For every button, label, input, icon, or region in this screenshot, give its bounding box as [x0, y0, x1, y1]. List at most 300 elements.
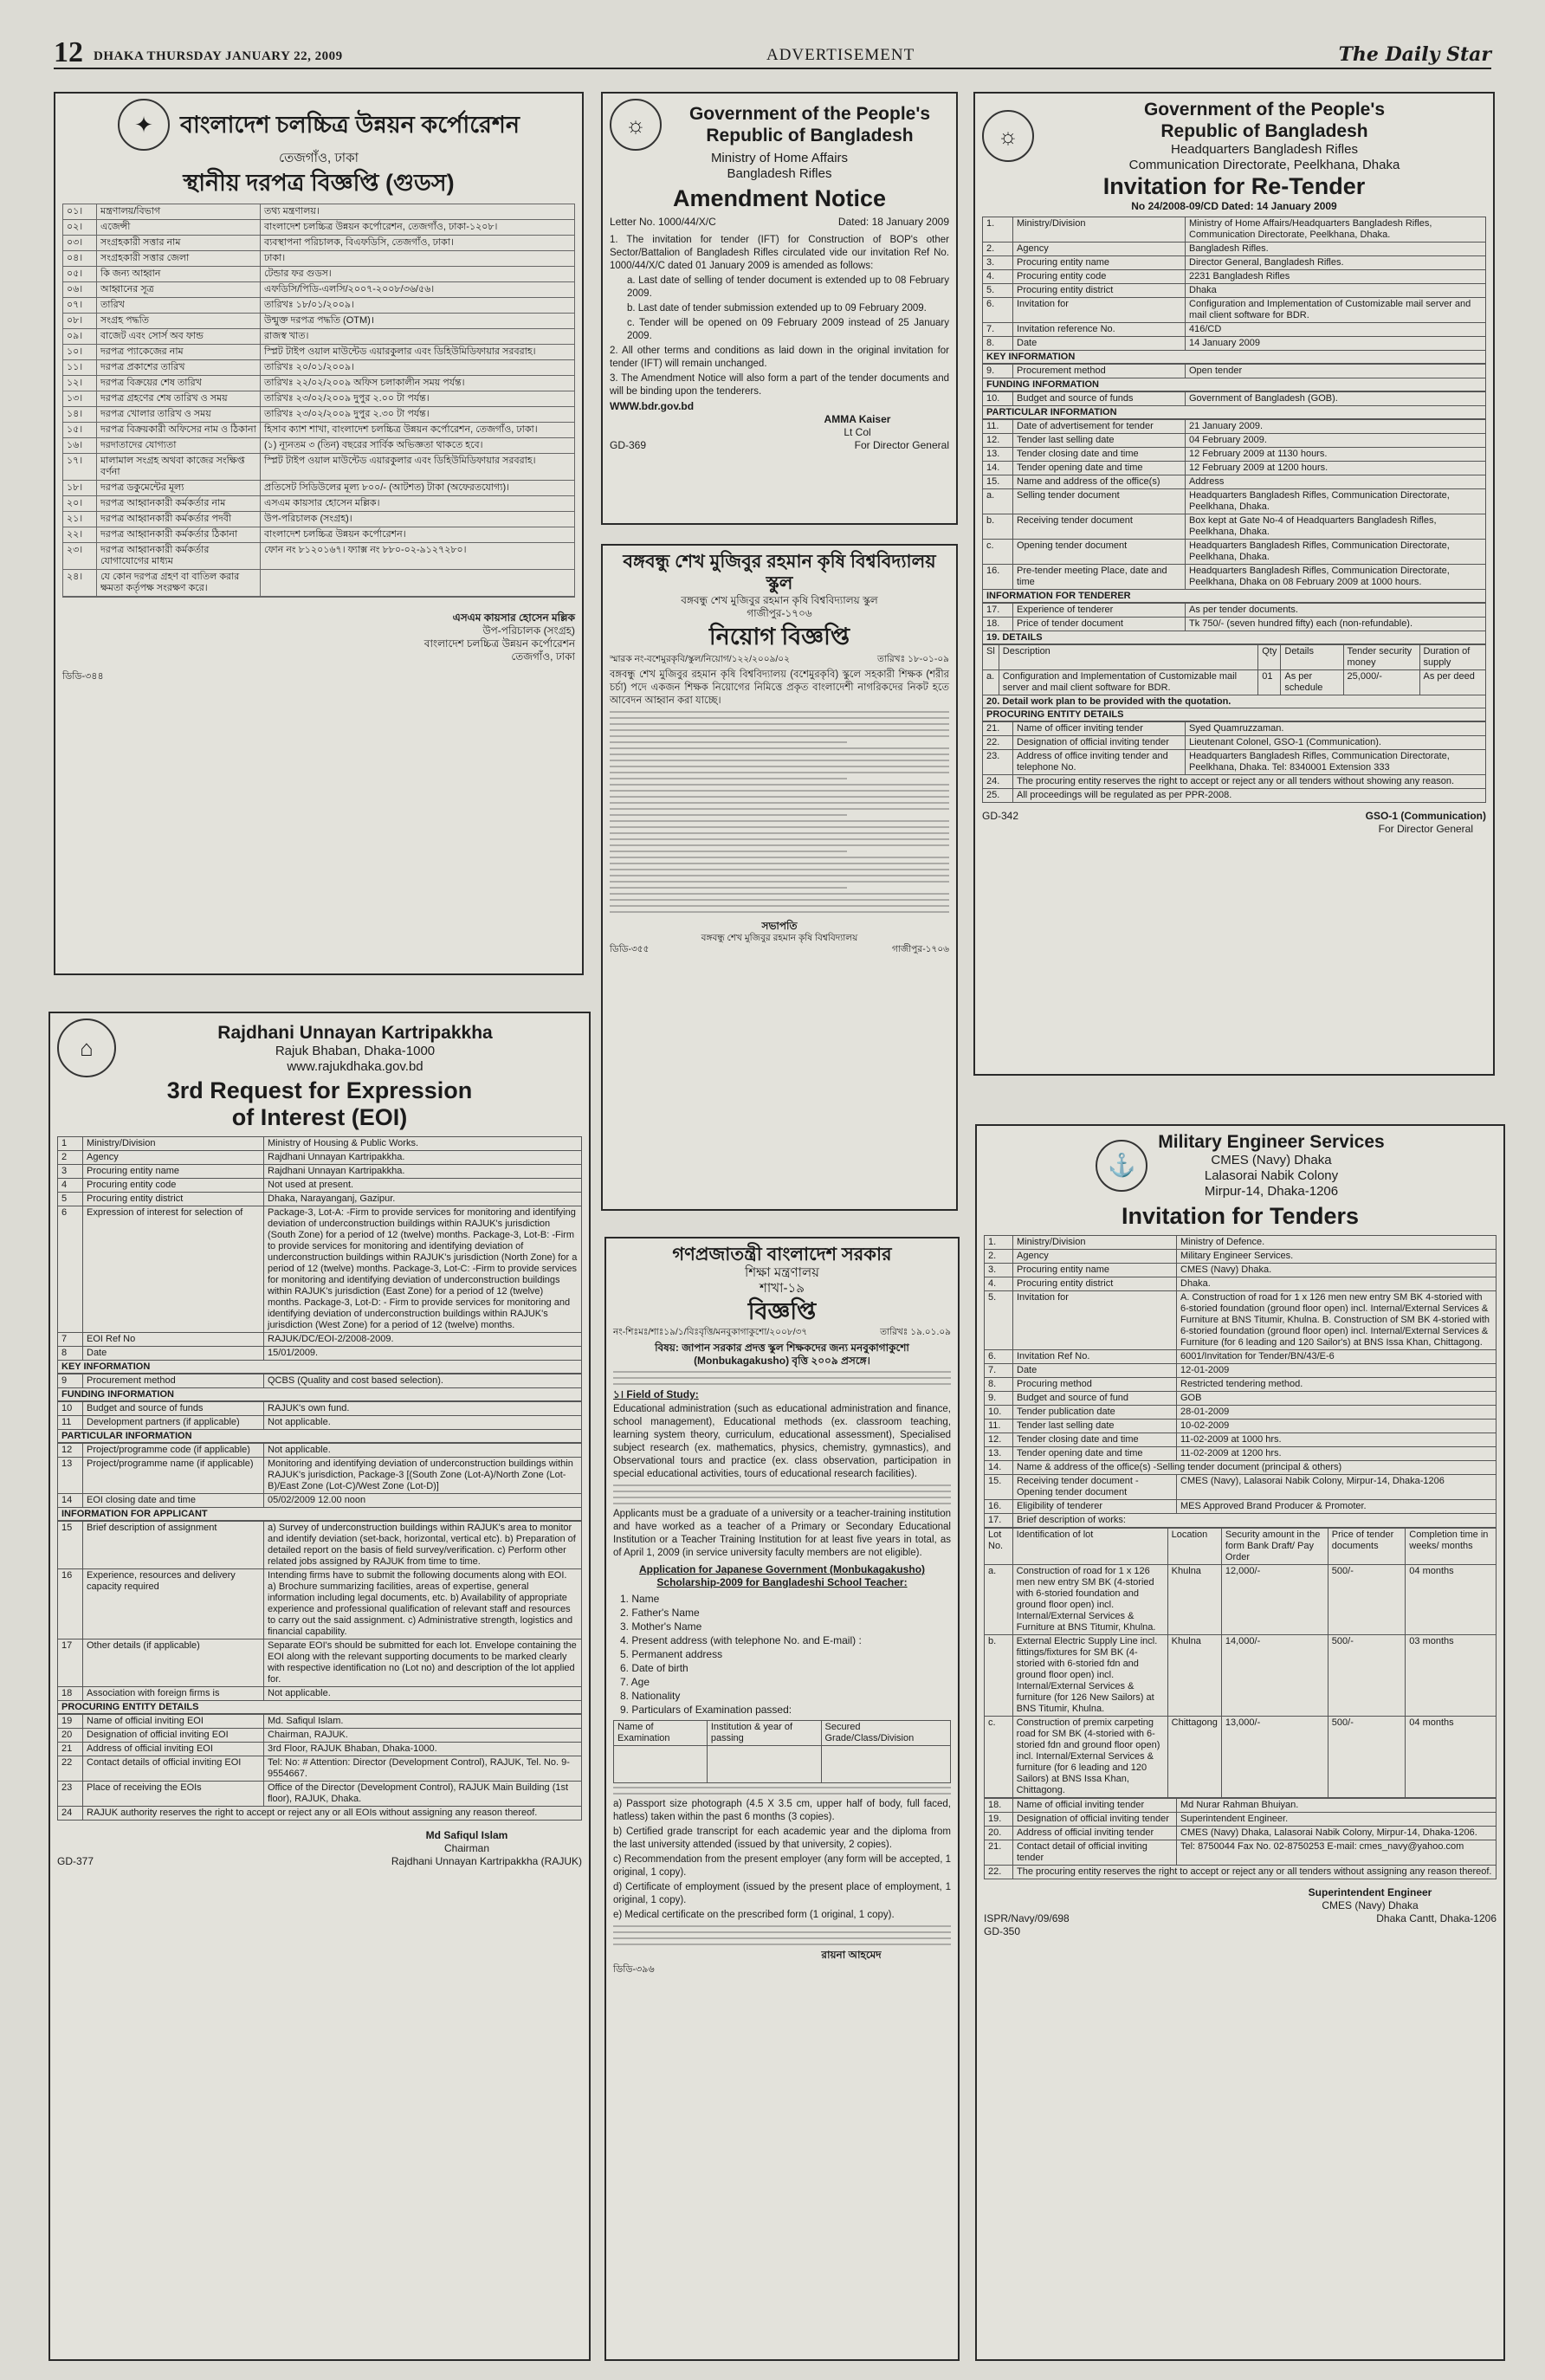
table-cell: Tender last selling date [1013, 1420, 1177, 1433]
table-row [985, 1264, 1497, 1277]
table-cell: Date [83, 1347, 264, 1361]
table-cell: Price of tender document [1013, 618, 1186, 631]
bfdc-row-num: ০৯। [63, 329, 97, 344]
mes-sig-title: Superintendent Engineer [1308, 1886, 1432, 1898]
section-heading: KEY INFORMATION [57, 1361, 582, 1374]
bdr-amend-gov2: Republic of Bangladesh [706, 126, 914, 146]
text-line [610, 887, 847, 889]
text-line [610, 857, 949, 858]
table-row [983, 298, 1486, 323]
bfdc-row-num: ০৩। [63, 236, 97, 250]
table-cell: 12. [983, 434, 1013, 448]
moedu-doc: b) Certified grade transcript for each academic year and the diploma from the last university attended (issued by that university, 2 copies). [613, 1827, 951, 1850]
bfdc-row-value: (১) ন্যূনতম ৩ (তিন) বছরের সার্বিক অভিজ্ঞতা থাকতে হবে। [264, 440, 483, 450]
table-cell: 6. [983, 298, 1013, 323]
table-cell: 5 [58, 1193, 83, 1206]
table-cell: Rajdhani Unnayan Kartripakkha. [264, 1151, 582, 1165]
table-cell: 416/CD [1186, 323, 1486, 337]
table-cell: Date of advertisement for tender [1013, 420, 1186, 434]
table-cell: a) Survey of underconstruction buildings within RAJUK's area to monitor and identify deviation (set-back, horizontal, vertical etc). b) Preparation of detailed report on the basis of field survey/verification. c) Perform other related jobs assigned by RAJUK from time to time. [264, 1522, 582, 1569]
table-cell: 12 February 2009 at 1130 hours. [1186, 448, 1486, 462]
mes-header [984, 1131, 1497, 1200]
mes-sub1: CMES (Navy) Dhaka [1211, 1153, 1332, 1167]
bfdc-row-value: এসএম কায়সার হোসেন মল্লিক। [264, 498, 380, 508]
table-row [58, 1165, 582, 1179]
bfdc-row-key: দরপত্র আহ্বানকারী কর্মকর্তার পদবী [97, 512, 261, 527]
table-cell: Procuring entity name [83, 1165, 264, 1179]
table-cell: Name of officer inviting tender [1013, 722, 1186, 736]
table-cell: 10. [985, 1406, 1013, 1420]
text-line [610, 820, 949, 822]
bdr-amendment-ad [601, 92, 958, 525]
table-section [982, 721, 1486, 803]
bfdc-logo-icon: ✦ [118, 99, 170, 151]
bfdc-sig-line: বাংলাদেশ চলচ্চিত্র উন্নয়ন কর্পোরেশন [423, 637, 575, 650]
text-line [610, 796, 949, 798]
table-cell: Office of the Director (Development Control), RAJUK Main Building (1st floor), RAJUK, Dhaka. [264, 1782, 582, 1807]
rajuk-eoi-ad [48, 1012, 591, 2361]
section-heading: INFORMATION FOR APPLICANT [57, 1508, 582, 1521]
table-section [57, 1443, 582, 1508]
table-cell: 21 January 2009. [1186, 420, 1486, 434]
bfdc-row-key: দরপত্র আহ্বানকারী কর্মকর্তার ঠিকানা [97, 527, 261, 542]
table-row [58, 1729, 582, 1743]
table-cell: 7. [985, 1364, 1013, 1378]
detail-col: Tender security money [1343, 645, 1419, 670]
table-cell: Separate EOI's should be submitted for each lot. Envelope containing the EOI along with the relevant supporting documents to be marked clearly with respective identification no (Lot no) and description of the lot applied for. [264, 1639, 582, 1687]
table-cell: Tel: No: # Attention: Director (Development Control), RAJUK, Tel. No. 9-9554667. [264, 1756, 582, 1782]
table-row [985, 1378, 1497, 1392]
moedu-title: গণপ্রজাতন্ত্রী বাংলাদেশ সরকার [672, 1245, 892, 1264]
works-cell: 13,000/- [1221, 1717, 1328, 1798]
table-cell: 15/01/2009. [264, 1347, 582, 1361]
table-row [985, 1813, 1497, 1827]
table-cell: 18 [58, 1687, 83, 1701]
detail-cell: a. [983, 670, 999, 695]
bfdc-row-value: টেন্ডার ফর গুডস। [264, 268, 332, 279]
bsmrau-location: গাজীপুর-১৭০৬ [747, 607, 812, 619]
table-cell: Dhaka [1186, 284, 1486, 298]
table-cell: Chairman, RAJUK. [264, 1729, 582, 1743]
table-row [985, 1364, 1497, 1378]
table-cell: Contact detail of official inviting tender [1013, 1840, 1177, 1866]
bfdc-row-num: ২২। [63, 527, 97, 542]
text-line [610, 778, 847, 779]
table-cell: Tender closing date and time [1013, 448, 1186, 462]
section-heading: PARTICULAR INFORMATION [57, 1430, 582, 1443]
table-cell: Configuration and Implementation of Customizable mail server and mail client software for BDR. [1186, 298, 1486, 323]
bfdc-location: তেজগাঁও, ঢাকা [279, 151, 359, 165]
table-cell: Invitation Ref No. [1013, 1350, 1177, 1364]
table-row [985, 1461, 1497, 1475]
table-row [985, 1277, 1497, 1291]
rajuk-logo-icon: ⌂ [57, 1019, 116, 1077]
bfdc-row-key: বাজেট এবং সোর্স অব ফান্ড [97, 329, 261, 344]
table-row [983, 750, 1486, 775]
table-cell: 1. [985, 1236, 1013, 1250]
bsmrau-notice: নিয়োগ বিজ্ঞপ্তি [708, 624, 850, 650]
bfdc-row-num: ০৪। [63, 251, 97, 266]
table-cell: 12. [985, 1433, 1013, 1447]
bfdc-sig-line: তেজগাঁও, ঢাকা [511, 650, 575, 663]
detail-col: Sl [983, 645, 999, 670]
table-cell: Name of official inviting tender [1013, 1799, 1177, 1813]
moedu-intro-lines [613, 1371, 951, 1385]
text-line [610, 784, 949, 786]
bfdc-row-value: ঢাকা। [264, 253, 286, 263]
mes-works-table [984, 1528, 1497, 1798]
table-cell: 10. [983, 392, 1013, 406]
bdr-amend-body1: 1. The invitation for tender (IFT) for Construction of BOP's other Sector/Battalion of Bangladesh Rifles circulated vide our invitation Ref No. 1000/44/X/C dated 01 January 2009 is amended as follows: [610, 235, 949, 271]
text-line [610, 808, 949, 810]
table-row [58, 1782, 582, 1807]
table-row [985, 1500, 1497, 1514]
table-cell: Ministry of Defence. [1177, 1236, 1497, 1250]
table-cell: 19. [985, 1813, 1013, 1827]
table-cell: Not applicable. [264, 1687, 582, 1701]
bfdc-row-key: এজেন্সী [97, 220, 261, 235]
table-cell: b. [983, 514, 1013, 540]
table-cell: Headquarters Bangladesh Rifles, Communication Directorate, Peelkhana, Dhaka. [1186, 540, 1486, 565]
table-cell: 14. [985, 1461, 1013, 1475]
bdr-amend-sig-for: For Director General [854, 439, 949, 451]
table-cell: c. [983, 540, 1013, 565]
table-cell: CMES (Navy), Lalasorai Nabik Colony, Mirpur-14, Dhaka-1206 [1177, 1475, 1497, 1500]
table-cell: QCBS (Quality and cost based selection). [264, 1374, 582, 1388]
table-row [985, 1250, 1497, 1264]
table-row [983, 256, 1486, 270]
bdr-emblem-icon: ☼ [610, 99, 662, 151]
moedu-date: তারিখঃ ১৯.০১.০৯ [880, 1327, 951, 1337]
moedu-subject: বিষয়: জাপান সরকার প্রদত্ত স্কুল শিক্ষকদের জন্য মনবুকাগাকুশো (Monbukagakusho) বৃত্তি ২০০৯ প্রসঙ্গে। [655, 1342, 909, 1367]
bfdc-row-num: ০৭। [63, 298, 97, 313]
table-cell: Dhaka, Narayanganj, Gazipur. [264, 1193, 582, 1206]
table-cell: Intending firms have to submit the following documents along with EOI. a) Brochure summarizing facilities, areas of expertise, general information including legal documents, etc. b) Availability of appropriate experience and professional qualification of relevant staff and resources to carry out the said assignment. c) Administrative strength, logistics and financial capability. [264, 1569, 582, 1639]
text-line [610, 863, 949, 864]
table-row [58, 1416, 582, 1430]
bfdc-row-key: দরপত্র ডকুমেন্টের মূল্য [97, 481, 261, 495]
table-cell: Dhaka. [1177, 1277, 1497, 1291]
table-cell: Ministry/Division [1013, 217, 1186, 243]
table-cell: Tel: 8750044 Fax No. 02-8750253 E-mail: cmes_navy@yahoo.com [1177, 1840, 1497, 1866]
bfdc-signature [62, 611, 575, 663]
bfdc-row [63, 481, 574, 496]
table-row [985, 1291, 1497, 1350]
bfdc-row-num: ০১। [63, 204, 97, 219]
table-cell: Tender publication date [1013, 1406, 1177, 1420]
bfdc-row-num: ২১। [63, 512, 97, 527]
works-col: Completion time in weeks/ months [1406, 1529, 1497, 1565]
bfdc-row-key: সংগ্রহ পদ্ধতি [97, 314, 261, 328]
table-cell: 24. [983, 775, 1013, 789]
table-row [985, 1799, 1497, 1813]
text-line [610, 869, 949, 870]
table-row [58, 1743, 582, 1756]
table-cell: 24 [58, 1807, 83, 1821]
bfdc-row-num: ১৩। [63, 391, 97, 406]
table-row [983, 337, 1486, 351]
mes-table [984, 1235, 1497, 1879]
mes-sub2: Lalasorai Nabik Colony [1204, 1168, 1339, 1183]
table-cell: 20. [985, 1827, 1013, 1840]
section-heading: PROCURING ENTITY DETAILS [57, 1701, 582, 1714]
text-line [610, 753, 949, 755]
table-cell: 11-02-2009 at 1000 hrs. [1177, 1433, 1497, 1447]
table-cell: 3. [983, 256, 1013, 270]
table-cell: The procuring entity reserves the right to accept or reject any or all tenders without assigning any reason thereof. [1013, 1866, 1497, 1879]
works-cell: Chittagong [1167, 1717, 1221, 1798]
moedu-doc: a) Passport size photograph (4.5 X 3.5 cm, upper half of body, full faced, hatless) taken within the past 6 months (3 copies). [613, 1799, 951, 1822]
bfdc-table [62, 204, 575, 598]
bfdc-row [63, 438, 574, 454]
table-row [985, 1392, 1497, 1406]
table-cell: 8. [985, 1378, 1013, 1392]
works-cell: b. [985, 1635, 1013, 1717]
table-row [983, 618, 1486, 631]
moedu-form-field: 6. Date of birth [620, 1662, 688, 1674]
table-section [982, 391, 1486, 406]
bdr-amend-ministry: Ministry of Home Affairs [710, 151, 849, 165]
table-cell: 9. [985, 1392, 1013, 1406]
table-cell: 8. [983, 337, 1013, 351]
text-line [610, 844, 949, 846]
bfdc-row-key: দরপত্র আহ্বানকারী কর্মকর্তার নাম [97, 496, 261, 511]
table-cell: Agency [1013, 1250, 1177, 1264]
section-heading: KEY INFORMATION [982, 351, 1486, 364]
moedu-field-title: ১। Field of Study: [613, 1388, 699, 1400]
bfdc-row-value: উন্মুক্ত দরপত্র পদ্ধতি (OTM)। [264, 315, 374, 326]
table-cell: Procuring entity district [83, 1193, 264, 1206]
mes-code2: GD-350 [984, 1925, 1021, 1937]
table-cell: Box kept at Gate No-4 of Headquarters Bangladesh Rifles, Peelkhana, Dhaka. [1186, 514, 1486, 540]
bfdc-row-key: মন্ত্রণালয়/বিভাগ [97, 204, 261, 219]
bsmrau-date: তারিখঃ ১৮-০১-০৯ [876, 654, 949, 664]
moedu-form-field: 4. Present address (with telephone No. and E-mail) : [620, 1634, 862, 1646]
table-cell: Designation of official inviting tender [1013, 736, 1186, 750]
table-section [982, 217, 1486, 351]
table-row [58, 1179, 582, 1193]
bfdc-title: বাংলাদেশ চলচ্চিত্র উন্নয়ন কর্পোরেশন [179, 111, 520, 138]
table-cell: Expression of interest for selection of [83, 1206, 264, 1333]
bdr-amend-b: b. Last date of tender submission extended up to 09 February 2009. [627, 303, 927, 314]
table-row [58, 1715, 582, 1729]
bfdc-row-value: প্রতিসেট সিডিউলের মূল্য ৮০০/- (আটশত) টাকা (অফেরতযোগ্য)। [264, 482, 510, 493]
bfdc-row-key: দরপত্র বিক্রয়ের শেষ তারিখ [97, 376, 261, 391]
bfdc-row-value: বাংলাদেশ চলচ্চিত্র উন্নয়ন কর্পোরেশন, তেজগাঁও, ঢাকা-১২০৮। [264, 222, 498, 232]
bfdc-row [63, 423, 574, 438]
works-col: Price of tender documents [1328, 1529, 1406, 1565]
bfdc-notice: স্থানীয় দরপত্র বিজ্ঞপ্তি (গুডস) [183, 170, 455, 196]
detail-cell: 01 [1258, 670, 1281, 695]
table-cell: 7 [58, 1333, 83, 1347]
bfdc-row [63, 298, 574, 314]
section-heading: FUNDING INFORMATION [982, 378, 1486, 391]
text-line [610, 729, 949, 731]
moedu-ministry: শিক্ষা মন্ত্রণালয় [744, 1265, 819, 1280]
bdr-amend-body2: 2. All other terms and conditions as laid down in the original invitation for tender (IFT) will remain unchanged. [610, 346, 949, 369]
table-cell: Not applicable. [264, 1416, 582, 1430]
bfdc-row-key: মালামাল সংগ্রহ অথবা কাজের সংক্ষিপ্ত বর্ণনা [97, 454, 261, 480]
bdr-amend-code: GD-369 [610, 439, 647, 451]
table-row [983, 284, 1486, 298]
table-cell: Procurement method [1013, 365, 1186, 378]
text-line [610, 741, 847, 743]
table-cell: 1 [58, 1137, 83, 1151]
section-heading: FUNDING INFORMATION [57, 1388, 582, 1401]
table-cell: 4. [985, 1277, 1013, 1291]
table-cell: 11 [58, 1416, 83, 1430]
bfdc-row-value: তারিখঃ ২০/০১/২০০৯। [264, 362, 355, 372]
text-line [610, 723, 949, 725]
table-cell: Invitation for [1013, 298, 1186, 323]
table-cell: Ministry/Division [83, 1137, 264, 1151]
mes-sub3: Mirpur-14, Dhaka-1206 [1204, 1184, 1339, 1199]
bsmrau-school-ad [601, 544, 958, 1211]
table-cell: 5. [983, 284, 1013, 298]
page-header [54, 36, 1491, 69]
bdr-details-table [982, 644, 1486, 695]
bfdc-row-key: তারিখ [97, 298, 261, 313]
table-cell: 10 [58, 1402, 83, 1416]
bfdc-row-value: ব্যবস্থাপনা পরিচালক, বিএফডিসি, তেজগাঁও, ঢাকা। [264, 237, 454, 248]
table-row [983, 789, 1486, 803]
bfdc-row-num: ২৪। [63, 570, 97, 596]
table-cell: CMES (Navy) Dhaka, Lalasorai Nabik Colony, Mirpur-14, Dhaka-1206. [1177, 1827, 1497, 1840]
table-row [985, 1406, 1497, 1420]
bfdc-row-num: ১৮। [63, 481, 97, 495]
table-cell: Selling tender document [1013, 489, 1186, 514]
works-cell: 03 months [1406, 1635, 1497, 1717]
bfdc-row-key: সংগ্রহকারী সত্তার নাম [97, 236, 261, 250]
table-cell: Experience, resources and delivery capacity required [83, 1569, 264, 1639]
bsmrau-intro: বঙ্গবন্ধু শেখ মুজিবুর রহমান কৃষি বিশ্ববিদ্যালয় (বশেমুরকৃবি) স্কুলে সহকারী শিক্ষক (শরীর চর্চা) পদে একজন শিক্ষক নিয়োগের নিমিত্তে প্রকৃত বাংলাদেশী নাগরিকদের নিকট হতে আবেদন আহ্বান করা যাচ্ছে। [610, 669, 949, 706]
detail-cell: Configuration and Implementation of Customizable mail server and mail client software for BDR. [999, 670, 1257, 695]
table-cell: Rajdhani Unnayan Kartripakkha. [264, 1165, 582, 1179]
table-row [985, 1514, 1497, 1528]
works-cell: 04 months [1406, 1565, 1497, 1635]
table-cell: 21 [58, 1743, 83, 1756]
text-line [610, 747, 949, 749]
moedu-form-field: 1. Name [620, 1593, 660, 1605]
table-row [983, 270, 1486, 284]
rajuk-sig-title: Chairman [443, 1842, 490, 1854]
bfdc-row [63, 512, 574, 527]
table-row [58, 1458, 582, 1494]
bfdc-row-value [261, 570, 574, 596]
table-cell: Headquarters Bangladesh Rifles, Communication Directorate, Peelkhana, Dhaka. [1186, 489, 1486, 514]
moedu-doc-lines [613, 1787, 951, 1795]
table-cell: Address of official inviting tender [1013, 1827, 1177, 1840]
table-cell: Project/programme name (if applicable) [83, 1458, 264, 1494]
bdr-tender-gov2: Republic of Bangladesh [1160, 121, 1368, 141]
bdr-tender-emblem-icon: ☼ [982, 110, 1034, 162]
works-col: Lot No. [985, 1529, 1013, 1565]
table-row [985, 1236, 1497, 1250]
table-cell: 11. [983, 420, 1013, 434]
bdr-tender-gov1: Government of the People's [1143, 100, 1386, 120]
table-cell: 14. [983, 462, 1013, 475]
table-cell: 15. [983, 475, 1013, 489]
table-row [58, 1137, 582, 1151]
mes-emblem-icon: ⚓ [1096, 1140, 1147, 1192]
table-cell: 16. [983, 565, 1013, 590]
bfdc-row-num: ০৮। [63, 314, 97, 328]
table-row [983, 489, 1486, 514]
table-row [983, 365, 1486, 378]
table-cell: Tender opening date and time [1013, 1447, 1177, 1461]
table-cell: Designation of official inviting tender [1013, 1813, 1177, 1827]
rajuk-header [57, 1019, 582, 1077]
section-heading: 19. DETAILS [982, 631, 1486, 644]
text-line [610, 760, 949, 761]
table-cell: A. Construction of road for 1 x 126 men new entry SM BK 4-storied with 6-storied foundation (ground floor open) incl. Internal/External Services & Furniture at BNS Titumir, Khulna. B. Construction of SM BK 4-storied with 6-storied foundation (ground floor open) incl. Internal/External Services & Furniture (for 6 leading and 120 Sailor's) at BNS Issa Khan, Chittagong. [1177, 1291, 1497, 1350]
table-row [58, 1444, 582, 1458]
table-cell: 7. [983, 323, 1013, 337]
table-row [983, 775, 1486, 789]
text-line [610, 790, 949, 792]
table-cell: 11. [985, 1420, 1013, 1433]
bsmrau-sub: বঙ্গবন্ধু শেখ মুজিবুর রহমান কৃষি বিশ্ববিদ্যালয় স্কুল [681, 594, 878, 606]
table-cell: Budget and source of funds [83, 1402, 264, 1416]
bdr-amend-date: Dated: 18 January 2009 [837, 216, 949, 228]
section-heading: INFORMATION FOR TENDERER [982, 590, 1486, 603]
moedu-doc: d) Certificate of employment (issued by the present place of employment, 1 original, 1 copy). [613, 1882, 951, 1905]
table-cell: 28-01-2009 [1177, 1406, 1497, 1420]
table-row [58, 1151, 582, 1165]
table-row [983, 217, 1486, 243]
bsmrau-code: ডিডি-৩৫৫ [610, 944, 650, 954]
bdr-amend-body3: 3. The Amendment Notice will also form a part of the tender documents and will be binding upon the tenderers. [610, 373, 949, 397]
table-cell: Package-3, Lot-A: -Firm to provide services for monitoring and identifying deviation of underconstruction buildings within RAJUK's jurisdiction (South Zone) for a period of 12 (twelve) months. Package-3, Lot-B: -Firm to provide services for monitoring and identifying deviation of underconstruction buildings within RAJUK's jurisdiction (North Zone) for a period of 12 (twelve) months. Package-3, Lot-C: -Firm to provide services for monitoring and identifying deviation of underconstruction buildings within RAJUK's jurisdiction (East Zone) for a period of 12 (twelve) months. Package-3, Lot-D: - Firm to provide services for monitoring and identifying deviation of underconstruction buildings within RAJUK's jurisdiction (West Zone) for a period of 12 (twelve) months. [264, 1206, 582, 1333]
table-cell: 17. [985, 1514, 1013, 1528]
rajuk-title: Rajdhani Unnayan Kartripakkha [217, 1022, 493, 1043]
table-cell: Procuring entity name [1013, 1264, 1177, 1277]
text-line [610, 905, 949, 907]
bdr-retender-ad [973, 92, 1495, 1076]
table-cell: Procuring entity code [1013, 270, 1186, 284]
bfdc-row-value: রাজস্ব খাত। [264, 331, 309, 341]
table-section [984, 1798, 1497, 1879]
bfdc-row [63, 267, 574, 282]
bfdc-code: ডিডি-৩৪৪ [62, 671, 104, 682]
works-row [985, 1565, 1497, 1635]
table-row [983, 736, 1486, 750]
bfdc-row-key: দরপত্র আহ্বানকারী কর্মকর্তার যোগাযোগের মাধ্যম [97, 543, 261, 569]
moedu-form-field: 5. Permanent address [620, 1648, 723, 1660]
table-cell: 13. [985, 1447, 1013, 1461]
table-cell: 9. [983, 365, 1013, 378]
bfdc-row-value: তথ্য মন্ত্রণালয়। [264, 206, 320, 217]
table-row [983, 540, 1486, 565]
table-cell: 6001/Invitation for Tender/BN/43/E-6 [1177, 1350, 1497, 1364]
table-cell: 17 [58, 1639, 83, 1687]
moedu-exam-col: Name of Examination [614, 1721, 708, 1746]
table-cell: 9 [58, 1374, 83, 1388]
bfdc-row-key: দরদাতাদের যোগ্যতা [97, 438, 261, 453]
works-cell: 500/- [1328, 1635, 1406, 1717]
table-row [58, 1639, 582, 1687]
rajuk-web: www.rajukdhaka.gov.bd [287, 1058, 423, 1074]
table-row [58, 1347, 582, 1361]
bsmrau-sig-loc: গাজীপুর-১৭০৬ [891, 944, 949, 954]
text-line [610, 772, 949, 773]
table-row [58, 1193, 582, 1206]
mes-code1: ISPR/Navy/09/698 [984, 1912, 1070, 1924]
bdr-tender-sig2: For Director General [1378, 823, 1474, 835]
bsmrau-ref: স্মারক নং-বশেমুরকৃবি/স্কুল/নিয়োগ/১২২/২০০৯/০২ [610, 654, 790, 664]
moedu-form-fields [613, 1593, 951, 1717]
bfdc-row-num: ১২। [63, 376, 97, 391]
